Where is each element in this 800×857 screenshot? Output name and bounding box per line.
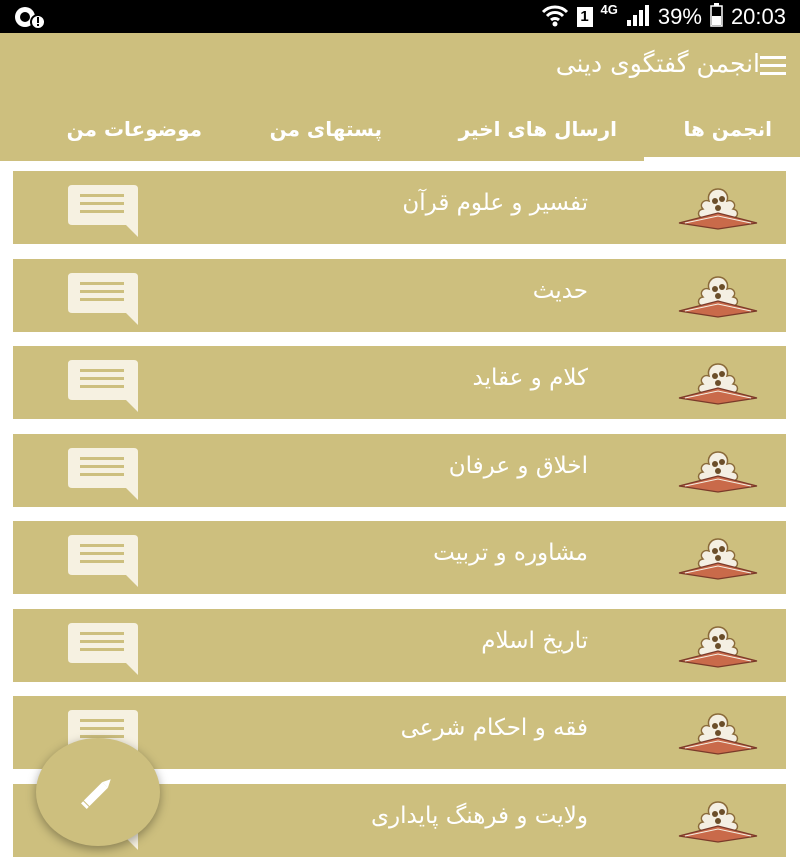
book-logo-icon bbox=[675, 183, 761, 231]
sim-slot-icon: 1 bbox=[577, 7, 593, 27]
clock: 20:03 bbox=[730, 3, 786, 29]
chat-bubble-icon[interactable] bbox=[68, 358, 140, 414]
signal-icon bbox=[626, 4, 650, 30]
compose-fab[interactable] bbox=[36, 738, 160, 846]
forum-title: کلام و عقاید bbox=[472, 365, 588, 391]
page-title: انجمن گفتگوی دینی bbox=[555, 49, 760, 78]
forum-list-item[interactable] bbox=[13, 521, 786, 594]
forum-list-item[interactable] bbox=[13, 346, 786, 419]
chat-bubble-icon[interactable] bbox=[68, 271, 140, 327]
forum-title: اخلاق و عرفان bbox=[448, 453, 588, 479]
forum-title: تفسیر و علوم قرآن bbox=[402, 190, 588, 216]
hamburger-menu-icon[interactable] bbox=[760, 55, 786, 77]
selected-tab-indicator bbox=[644, 157, 800, 161]
book-logo-icon bbox=[675, 533, 761, 581]
book-logo-icon bbox=[675, 271, 761, 319]
tab-bar bbox=[0, 97, 800, 161]
forum-list-item[interactable] bbox=[13, 171, 786, 244]
chat-bubble-icon[interactable] bbox=[68, 533, 140, 589]
forum-title: حدیث bbox=[532, 278, 588, 304]
tab-my-posts[interactable]: پستهای من bbox=[269, 117, 382, 141]
battery-icon bbox=[710, 3, 723, 31]
tab-recent-posts[interactable]: ارسال های اخیر bbox=[458, 117, 617, 141]
wifi-icon bbox=[541, 3, 569, 31]
chat-bubble-icon[interactable] bbox=[68, 446, 140, 502]
forum-list-item[interactable] bbox=[13, 609, 786, 682]
app-bar bbox=[0, 33, 800, 161]
book-logo-icon bbox=[675, 796, 761, 844]
forum-title: تاریخ اسلام bbox=[481, 628, 588, 654]
book-logo-icon bbox=[675, 446, 761, 494]
battery-percent: 39% bbox=[657, 3, 702, 29]
forum-list-item[interactable] bbox=[13, 434, 786, 507]
pencil-icon bbox=[78, 774, 118, 810]
notification-icon bbox=[14, 5, 48, 29]
network-type: 4G bbox=[600, 2, 618, 17]
book-logo-icon bbox=[675, 358, 761, 406]
forum-list-item[interactable] bbox=[13, 259, 786, 332]
tab-my-topics[interactable]: موضوعات من bbox=[66, 117, 202, 141]
forum-title: فقه و احکام شرعی bbox=[400, 715, 588, 741]
tab-forums[interactable]: انجمن ها bbox=[683, 117, 772, 141]
book-logo-icon bbox=[675, 708, 761, 756]
chat-bubble-icon[interactable] bbox=[68, 621, 140, 677]
forum-title: مشاوره و تربیت bbox=[433, 540, 588, 566]
forum-title: ولایت و فرهنگ پایداری bbox=[371, 803, 588, 829]
book-logo-icon bbox=[675, 621, 761, 669]
chat-bubble-icon[interactable] bbox=[68, 183, 140, 239]
status-bar bbox=[0, 0, 800, 33]
